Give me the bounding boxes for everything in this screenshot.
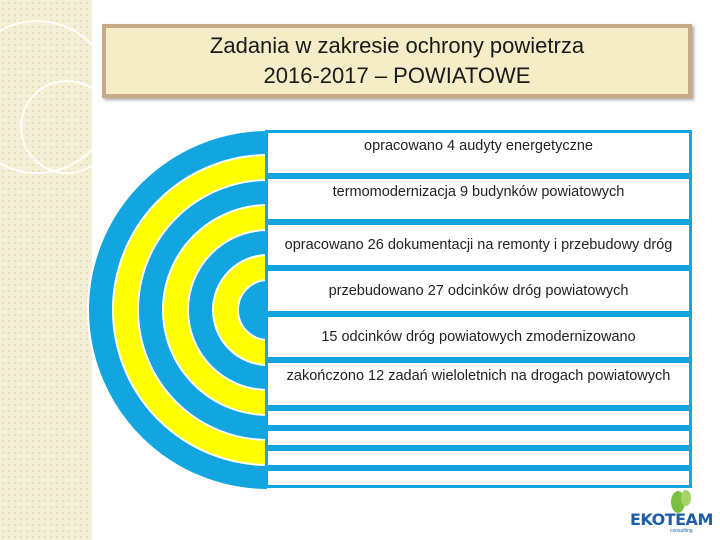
task-row-8: [265, 428, 692, 448]
task-text: opracowano 26 dokumentacji na remonty i przebudowy dróg: [284, 237, 673, 253]
task-row-1: [265, 130, 692, 176]
task-row-4: [265, 268, 692, 314]
task-row-6: [265, 360, 692, 408]
task-row-3: [265, 222, 692, 268]
ekoteam-logo: [630, 488, 716, 536]
title-line-1: Zadania w zakresie ochrony powietrza: [209, 33, 585, 58]
task-row-9: [265, 448, 692, 468]
task-row-2: [265, 176, 692, 222]
task-row-5: [265, 314, 692, 360]
logo-subtext: consulting: [670, 528, 693, 534]
task-text: termomodernizacja 9 budynków powiatowych: [332, 184, 625, 200]
task-text: przebudowano 27 odcinków dróg powiatowych: [328, 283, 629, 299]
task-row-7: [265, 408, 692, 428]
title-line-2: 2016-2017 – POWIATOWE: [263, 63, 531, 88]
logo-text: EKOTEAM: [630, 510, 713, 529]
task-text: 15 odcinków dróg powiatowych zmodernizowano: [321, 329, 636, 345]
task-row-10: [265, 468, 692, 488]
task-text: opracowano 4 audyty energetyczne: [364, 138, 593, 154]
task-text: zakończono 12 zadań wieloletnich na drogach powiatowych: [286, 368, 671, 384]
